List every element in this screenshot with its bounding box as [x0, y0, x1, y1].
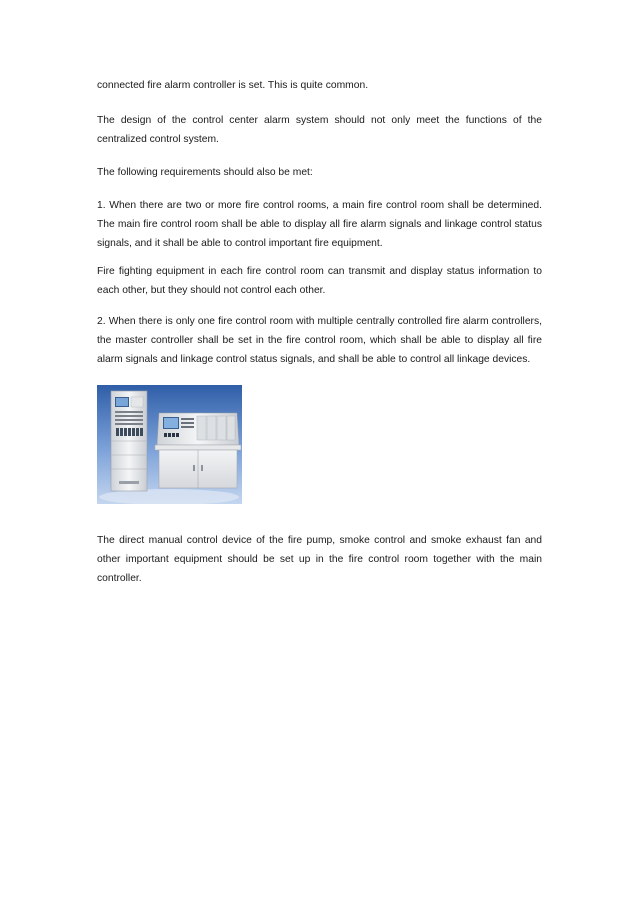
paragraph-design-requirement: The design of the control center alarm system should not only meet the functions of the centralized control system. [97, 115, 542, 145]
paragraph-requirement-2: 2. When there is only one fire control room with multiple centrally controlled fire alarm controllers, the master controller shall be set in the fire control room, which shall be able to display all fire alarm signals and linkage control status signals, and shall be able to control all linkage devices. [97, 316, 542, 365]
fire-alarm-controller-photo [97, 385, 242, 504]
tall-cabinet [111, 391, 147, 491]
paragraph-requirements-intro: The following requirements should also be met: [97, 167, 313, 178]
paragraph-intro-continuation: connected fire alarm controller is set. This is quite common. [97, 80, 369, 91]
paragraph-manual-control: The direct manual control device of the fire pump, smoke control and smoke exhaust fan and other important equipment should be set up in the fire control room together with the main controller. [97, 535, 542, 584]
paragraph-equipment-status: Fire fighting equipment in each fire control room can transmit and display status information to each other, but they should not control each other. [97, 266, 542, 296]
paragraph-requirement-1: 1. When there are two or more fire control rooms, a main fire control room shall be determined. The main fire control room shall be able to display all fire alarm signals and linkage control status signals, and it shall be able to control important fire equipment. [97, 200, 542, 249]
console-desk [155, 413, 241, 488]
